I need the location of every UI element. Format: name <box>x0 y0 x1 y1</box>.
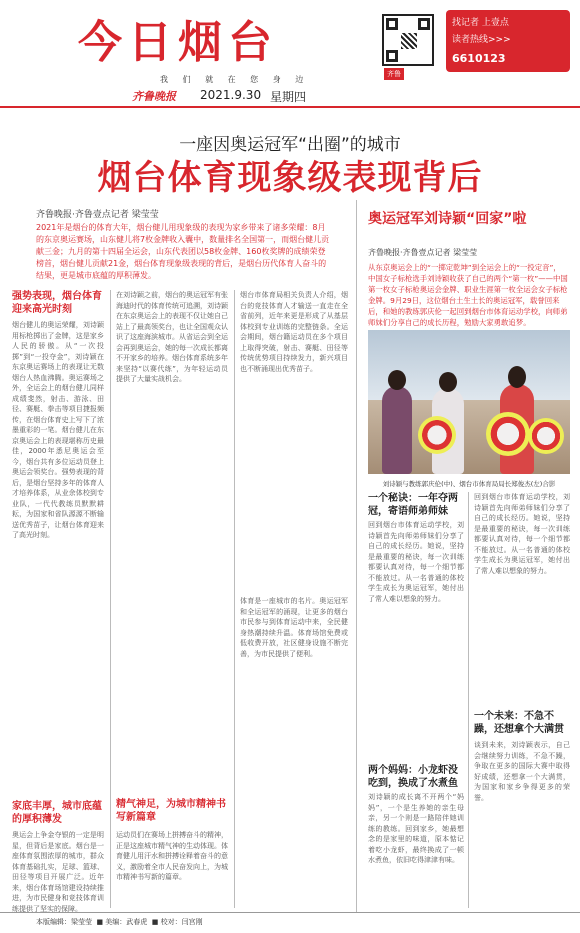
sidebar-section-heading-3: 一个未来：不急不躁，还想拿个大满贯 <box>474 711 564 735</box>
masthead <box>0 0 580 108</box>
body-column-2: 在刘诗颖之前，烟台的奥运冠军有张海迪时代的体育传统可追溯，刘诗颖在东京奥运会上的表现不仅让她自己站上了最高领奖台，也让全国观众认识了这座海滨城市。从省运会到全运会再到奥运会，她的每一次成长都离不开家乡的培养。烟台体育系统多年来坚持“以赛代练”，为年轻运动员提供了大量实战机会。 <box>116 291 228 383</box>
column-divider <box>110 290 111 908</box>
issue-weekday: 星期四 <box>270 90 307 104</box>
article-lead: 2021年是烟台的体育大年，烟台健儿用现象级的表现为家乡带来了诸多荣耀：8月的东京奥运赛场，山东健儿将7枚金牌收入囊中，数量排名全国第一，而烟台健儿贡献三金；九月的第十四届全运会，山东代表团以58枚金牌、160枚奖牌的成绩荣登榜首，烟台健儿贡献21金，烟台体育现象级表现的背后，是烟台历代体育人奋斗的结果，更是城市底蕴的厚积薄发。 <box>36 223 330 280</box>
section-body-2: 奥运会上争金夺银的一定是明星，但背后是家底。烟台是一座体育氛围浓厚的城市，群众体育基础扎实，足球、篮球、田径等项目开展广泛。近年来，烟台体育场馆建设持续推进，为市民健身和竞技体育训练提供了坚实的保障。 <box>12 831 104 913</box>
footer-credits: 本版编辑：梁莹莹 ■ 美编：武春虎 ■ 校对：闫宫刚 <box>36 918 203 926</box>
masthead-divider <box>0 106 580 108</box>
column-divider <box>468 492 469 908</box>
qr-code-icon[interactable] <box>382 14 434 66</box>
hotline-line2: 读者热线>>> <box>452 35 511 45</box>
qr-label: 齐鲁 <box>384 68 404 80</box>
footer-editor: 本版编辑：梁莹莹 <box>36 918 92 926</box>
footer-divider <box>0 912 580 913</box>
article-headline: 烟台体育现象级表现背后 <box>97 158 483 198</box>
body-column-3b: 体育是一座城市的名片。奥运冠军和全运冠军的涌现，让更多的烟台市民参与到体育运动中来，全民健身热潮持续升温。体育场馆免费或低收费开放，社区健身设施不断完善，为市民提供了便利。 <box>240 597 348 658</box>
section-heading-3: 精气神足，为城市精神书写新篇章 <box>116 799 226 823</box>
section-heading-2: 家底丰厚，城市底蕴的厚积薄发 <box>12 801 102 825</box>
sidebar-body-extra: 回到烟台市体育运动学校，刘诗颖首先向师弟师妹们分享了自己的成长经历。她说，坚持是最重要的秘诀，每一次训练都要认真对待，每一个细节都不能放过。从一名普通的体校学生成长为奥运冠军，她付出了常人难以想象的努力。 <box>474 493 570 575</box>
masthead-slogan: 我 们 就 在 您 身 边 <box>160 75 310 84</box>
article-byline: 齐鲁晚报·齐鲁壹点记者 梁莹莹 <box>36 210 159 220</box>
section-body-1: 烟台健儿的奥运荣耀，刘诗颖用标枪掷出了金牌，这是家乡人民的骄傲。从“一次投掷”到“一投夺金”，刘诗颖在东京奥运赛场上的表现让无数烟台人热血沸腾。奥运赛场之外，全运会上的烟台健儿同样成绩斐然，射击、游泳、田径、赛艇、拳击等项目捷报频传，在烟台体育史上写下了浓墨重彩的一笔。烟台健儿在东京奥运会上的表现堪称历史最佳，2000年悉尼奥运会至今，烟台共有多位运动员登上奥运会领奖台。强势表现的背后，是烟台坚持多年的体育人才培养体系，从业余体校到专业队，一代代教练员默默耕耘，为国家和省队源源不断输送优秀苗子，让烟台体育迎来了高光时刻。 <box>12 321 104 539</box>
reader-hotline-box <box>446 10 570 72</box>
hotline-line1: 找记者 上壹点 <box>452 18 509 28</box>
newspaper-brand: 齐鲁晚报 <box>132 90 176 103</box>
section-body-3: 运动员们在赛场上拼搏奋斗的精神，正是这座城市精气神的生动体现。体育健儿用汗水和拼搏诠释着奋斗的意义，激励着全市人民奋发向上，为城市精神书写新的篇章。 <box>116 831 228 881</box>
column-divider <box>234 290 235 908</box>
sidebar-section-heading-2: 两个妈妈：小龙虾没吃到，换成了水煮鱼 <box>368 765 458 789</box>
section-heading-1: 强势表现，烟台体育迎来高光时刻 <box>12 291 102 315</box>
footer-designer: 美编：武春虎 <box>105 918 148 926</box>
footer-proofreader: 校对：闫宫刚 <box>160 918 203 926</box>
sidebar-photo <box>368 330 570 474</box>
sidebar-lead: 从东京奥运会上的“一掷定乾坤”到全运会上的“一投定音”，中国女子标枪选手刘诗颖收获了自己的两个“第一枚”——中国第一枚女子标枪奥运会金牌、职业生涯第一枚全运会女子标枪金牌。9月29日，这位烟台土生土长的奥运冠军，载誉回来后，和她的教练郭庆伦一起回到烟台市体育运动学校，向师弟师妹们分享自己的成长历程，勉励大家勇敢追梦。 <box>368 263 568 327</box>
body-column-3: 烟台市体育局相关负责人介绍，烟台的竞技体育人才输送一直走在全省前列，近年来更是形成了从基层体校到专业训练的完整链条。全运会期间，烟台籍运动员在多个项目上取得突破，射击、赛艇、田径等传统优势项目持续发力，新兴项目也不断涌现出优秀苗子。 <box>240 291 348 373</box>
issue-date: 2021.9.30 <box>200 88 262 102</box>
sidebar-section-body-2: 刘诗颖的成长离不开两个“妈妈”，一个是生养她的亲生母亲，另一个则是一路陪伴她训练的教练。回到家乡，她最想念的是家里的味道，原本惦记着吃小龙虾，最终换成了一顿水煮鱼，依旧吃得津津有味。 <box>368 793 464 864</box>
photo-caption: 刘诗颖与教练郭庆伦(中)、烟台市体育局局长郑俊杰(左)合影 <box>382 480 556 488</box>
sidebar-byline: 齐鲁晚报·齐鲁壹点记者 梁莹莹 <box>368 248 478 257</box>
sidebar-section-body-3: 谈到未来，刘诗颖表示，自己会继续努力训练，不急不躁，争取在更多的国际大赛中取得好成绩，还想拿一个大满贯，为国家和家乡争得更多的荣誉。 <box>474 741 570 802</box>
sidebar-title: 奥运冠军刘诗颖“回家”啦 <box>368 211 527 227</box>
sidebar-section-body-1: 回到烟台市体育运动学校，刘诗颖首先向师弟师妹们分享了自己的成长经历。她说，坚持是最重要的秘诀，每一次训练都要认真对待，每一个细节都不能放过。从一名普通的体校学生成长为奥运冠军，她付出了常人难以想象的努力。 <box>368 521 464 603</box>
hotline-number[interactable]: 6610123 <box>452 52 506 65</box>
sidebar-section-heading-1: 一个秘诀：一年夺两冠，寄语师弟师妹 <box>368 493 458 517</box>
masthead-logo: 今日烟台 <box>78 17 278 68</box>
article-kicker: 一座因奥运冠军“出圈”的城市 <box>179 135 401 155</box>
